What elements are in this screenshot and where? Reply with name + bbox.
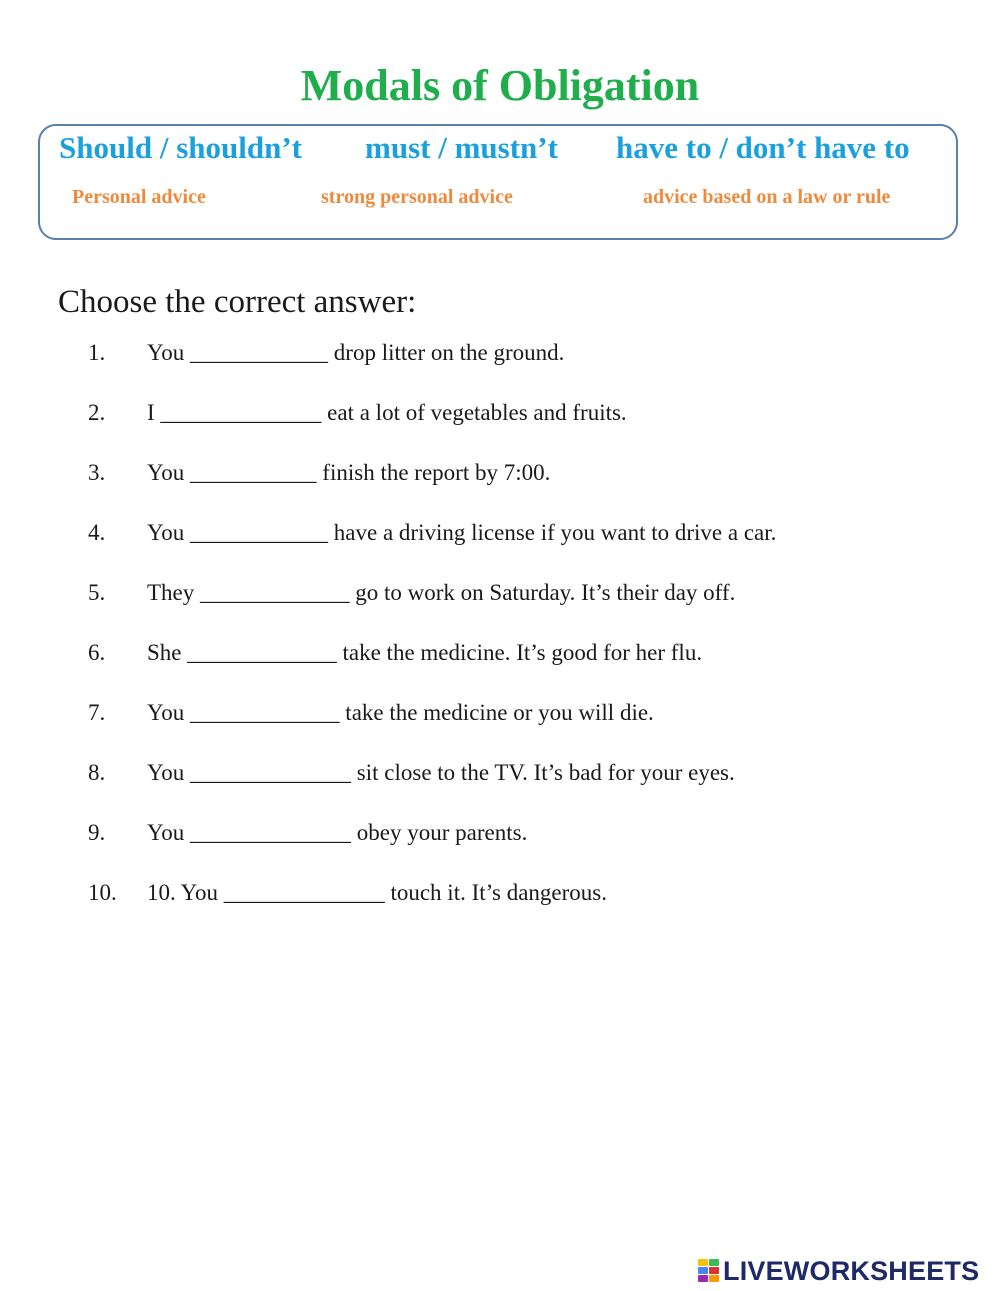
modal-meaning-have-to: advice based on a law or rule: [643, 186, 891, 208]
page-title: Modals of Obligation: [300, 61, 700, 110]
question-text: You ______________ sit close to the TV. It’s bad for your eyes.: [147, 760, 735, 785]
question-item: [0, 456, 1000, 516]
question-number: 1.: [88, 340, 106, 365]
question-number: 9.: [88, 820, 106, 845]
question-item: [0, 696, 1000, 756]
question-item: [0, 636, 1000, 696]
question-text: You ___________ finish the report by 7:00.: [147, 460, 551, 485]
question-text: She _____________ take the medicine. It’s good for her flu.: [147, 640, 703, 665]
instruction: Choose the correct answer:: [58, 284, 417, 320]
question-text: 10. You ______________ touch it. It’s dangerous.: [147, 880, 607, 905]
question-number: 10.: [88, 880, 117, 905]
question-item: [0, 336, 1000, 396]
modal-meaning-should: Personal advice: [72, 186, 206, 208]
question-text: You ______________ obey your parents.: [147, 820, 528, 845]
modal-meaning-must: strong personal advice: [321, 186, 513, 208]
question-item: [0, 816, 1000, 876]
question-item: [0, 756, 1000, 816]
brand-name: LIVEWORKSHEETS: [723, 1256, 980, 1286]
question-text: You ____________ have a driving license if you want to drive a car.: [147, 520, 777, 545]
question-number: 8.: [88, 760, 106, 785]
question-item: [0, 516, 1000, 576]
modal-form-have-to: have to / don’t have to: [616, 130, 910, 165]
modal-form-should: Should / shouldn’t: [59, 130, 302, 165]
question-item: [0, 576, 1000, 636]
question-number: 2.: [88, 400, 106, 425]
liveworksheets-logo-icon: [698, 1259, 720, 1283]
question-item: [0, 876, 1000, 936]
question-text: They _____________ go to work on Saturday. It’s their day off.: [147, 580, 736, 605]
question-number: 6.: [88, 640, 106, 665]
question-text: You ____________ drop litter on the ground.: [147, 340, 565, 365]
question-list: [0, 336, 1000, 936]
question-number: 7.: [88, 700, 106, 725]
question-text: You _____________ take the medicine or you will die.: [147, 700, 654, 725]
question-item: [0, 396, 1000, 456]
question-text: I ______________ eat a lot of vegetables and fruits.: [147, 400, 627, 425]
question-number: 3.: [88, 460, 106, 485]
modal-form-must: must / mustn’t: [365, 130, 558, 165]
question-number: 4.: [88, 520, 106, 545]
question-number: 5.: [88, 580, 106, 605]
